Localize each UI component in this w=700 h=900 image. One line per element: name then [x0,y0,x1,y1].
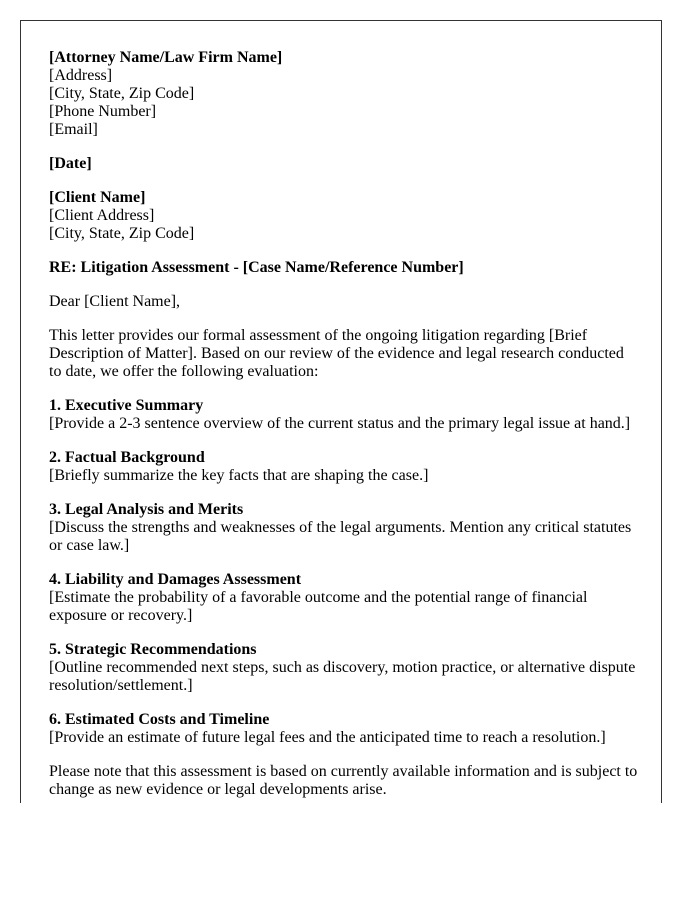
section-heading: 4. Liability and Damages Assessment [49,571,302,588]
recipient-name: [Client Name] [49,189,146,206]
sender-email: [Email] [49,121,98,138]
date-block [49,155,639,173]
section-heading: 6. Estimated Costs and Timeline [49,711,270,728]
section-executive-summary [49,397,639,433]
section-heading: 3. Legal Analysis and Merits [49,501,244,518]
sender-city-state-zip: [City, State, Zip Code] [49,85,195,102]
salutation: Dear [Client Name], [49,293,181,310]
section-heading: 5. Strategic Recommendations [49,641,257,658]
section-body: [Discuss the strengths and weaknesses of the legal arguments. Mention any critical statutes or case law.] [49,519,632,554]
subject-line: RE: Litigation Assessment - [Case Name/Reference Number] [49,259,464,276]
letter-date: [Date] [49,155,92,172]
sender-name: [Attorney Name/Law Firm Name] [49,49,283,66]
letter-page [20,20,662,803]
section-costs-timeline [49,711,639,747]
section-strategic-recommendations [49,641,639,695]
sender-address: [Address] [49,67,113,84]
section-heading: 1. Executive Summary [49,397,204,414]
intro-paragraph: This letter provides our formal assessment of the ongoing litigation regarding [Brief Description of Matter]. Based on our review of the evidence and legal research conducted to date, we offer the following evaluation: [49,327,624,380]
recipient-block [49,189,639,243]
section-liability-damages [49,571,639,625]
sender-block [49,49,639,139]
sender-phone: [Phone Number] [49,103,157,120]
recipient-address: [Client Address] [49,207,155,224]
section-body: [Outline recommended next steps, such as discovery, motion practice, or alternative dispute resolution/settlement.] [49,659,636,694]
section-body: [Estimate the probability of a favorable outcome and the potential range of financial exposure or recovery.] [49,589,588,624]
section-body: [Provide an estimate of future legal fees and the anticipated time to reach a resolution.] [49,729,606,746]
letter-content [49,49,639,803]
closing-note: Please note that this assessment is based on currently available information and is subject to change as new evidence or legal developments arise. [49,763,638,798]
section-heading: 2. Factual Background [49,449,205,466]
section-body: [Briefly summarize the key facts that are shaping the case.] [49,467,429,484]
section-body: [Provide a 2-3 sentence overview of the current status and the primary legal issue at hand.] [49,415,631,432]
section-factual-background [49,449,639,485]
section-legal-analysis [49,501,639,555]
recipient-city-state-zip: [City, State, Zip Code] [49,225,195,242]
